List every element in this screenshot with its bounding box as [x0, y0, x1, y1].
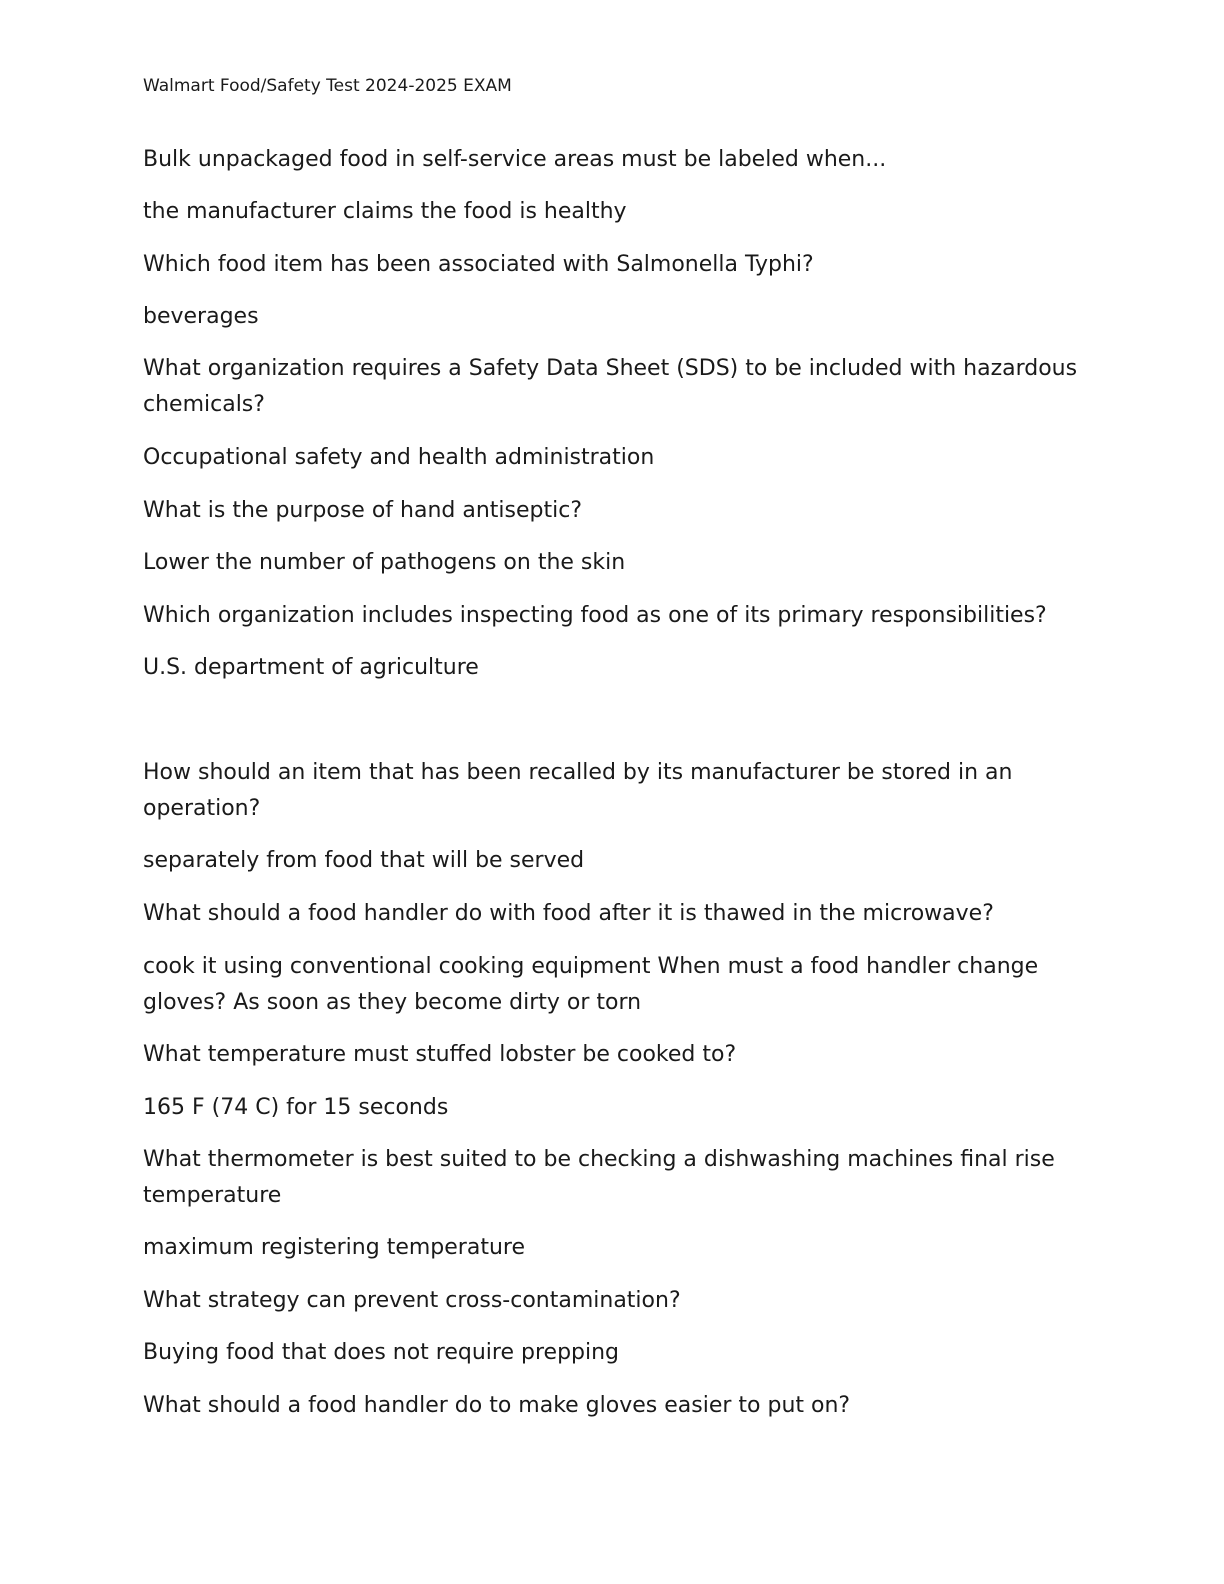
answer-8: 165 F (74 C) for 15 seconds	[143, 1095, 449, 1120]
answer-6: separately from food that will be served	[143, 848, 585, 873]
question-10: What strategy can prevent cross-contamination?	[143, 1288, 681, 1313]
question-4: What is the purpose of hand antiseptic?	[143, 498, 582, 523]
question-7: What should a food handler do with food after it is thawed in the microwave?	[143, 901, 994, 926]
question-11: What should a food handler do to make gloves easier to put on?	[143, 1393, 851, 1418]
question-5: Which organization includes inspecting food as one of its primary responsibilities?	[143, 603, 1047, 628]
question-1: Bulk unpackaged food in self-service areas must be labeled when...	[143, 147, 887, 172]
answer-10: Buying food that does not require prepping	[143, 1340, 620, 1365]
answer-4: Lower the number of pathogens on the skin	[143, 550, 626, 575]
answer-9: maximum registering temperature	[143, 1235, 525, 1260]
question-9: What thermometer is best suited to be checking a dishwashing machines final rise temperature	[143, 1147, 1055, 1208]
question-2: Which food item has been associated with Salmonella Typhi?	[143, 252, 814, 277]
answer-1: the manufacturer claims the food is healthy	[143, 199, 627, 224]
answer-7: cook it using conventional cooking equipment When must a food handler change gloves? As soon as they become dirty or torn	[143, 954, 1039, 1015]
page-header: Walmart Food/Safety Test 2024-2025 EXAM	[143, 76, 512, 96]
answer-2: beverages	[143, 304, 259, 329]
question-3: What organization requires a Safety Data Sheet (SDS) to be included with hazardous chemicals?	[143, 356, 1078, 417]
answer-5: U.S. department of agriculture	[143, 655, 479, 680]
question-6: How should an item that has been recalled by its manufacturer be stored in an operation?	[143, 760, 1013, 821]
answer-3: Occupational safety and health administration	[143, 445, 655, 470]
question-8: What temperature must stuffed lobster be cooked to?	[143, 1042, 737, 1067]
